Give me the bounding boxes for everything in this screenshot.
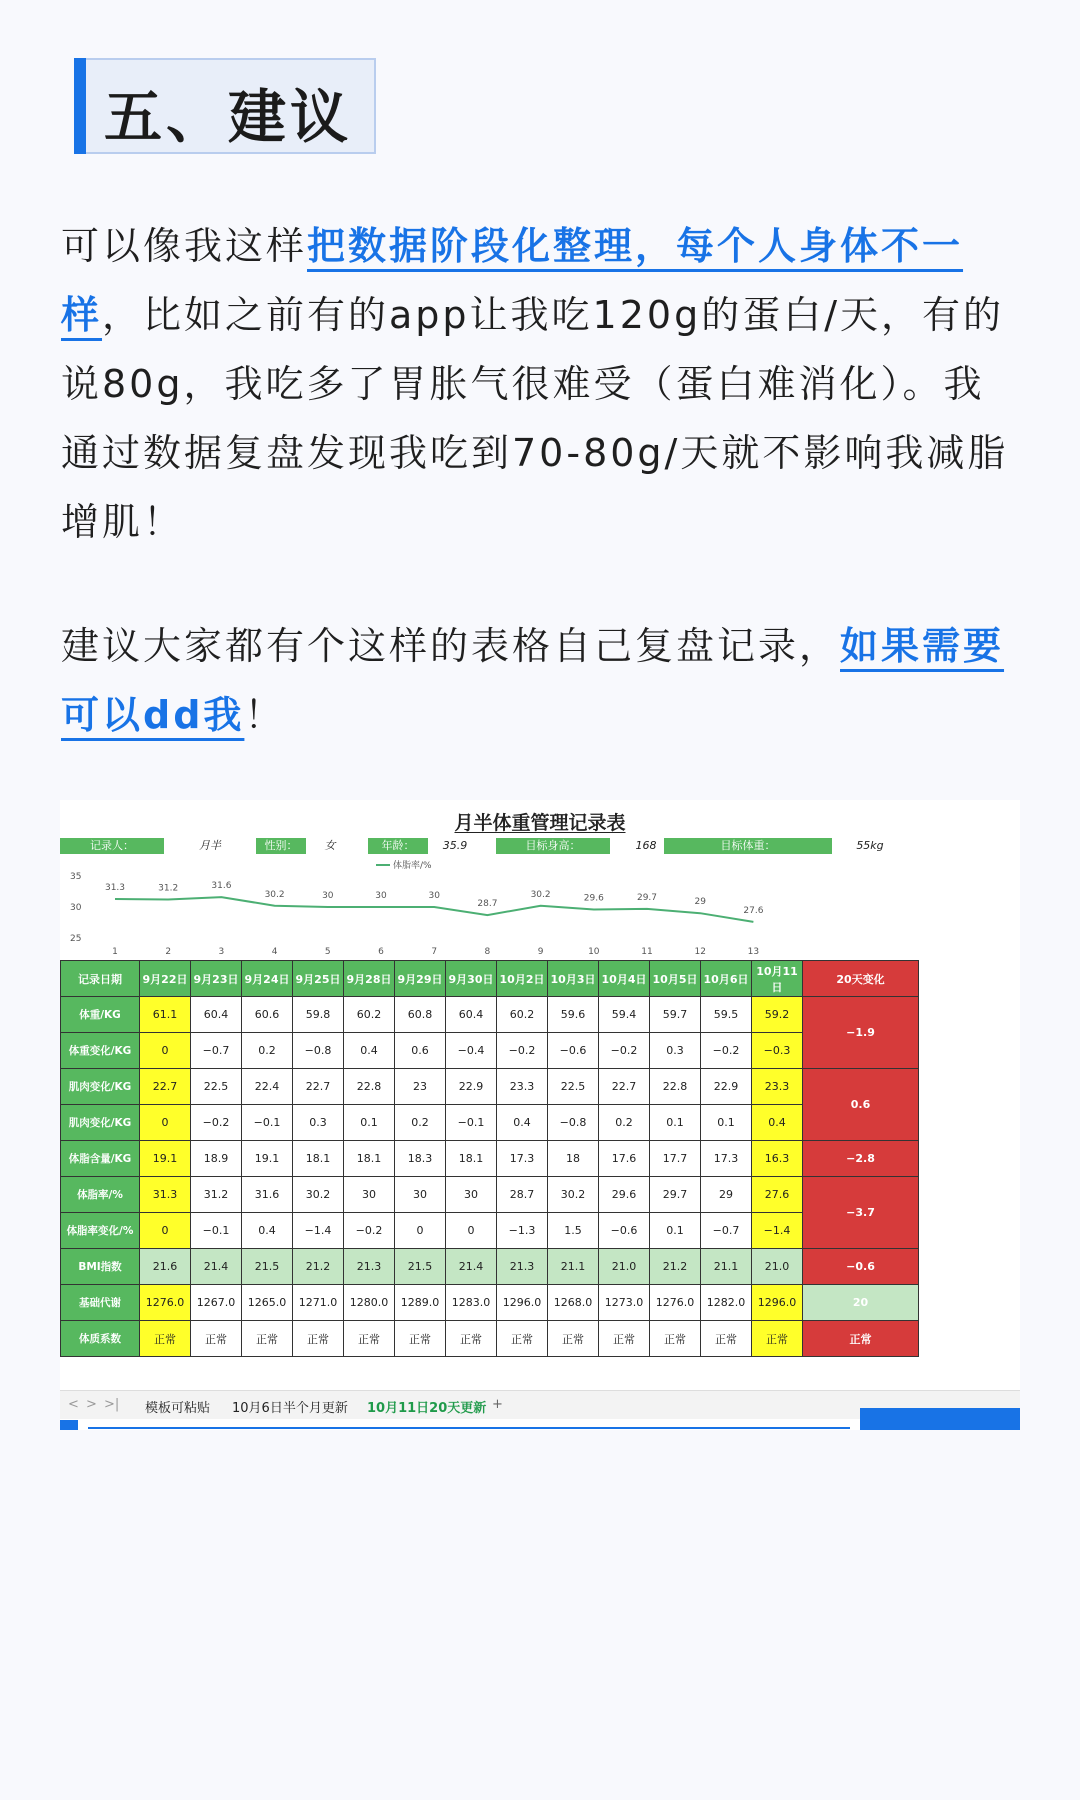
header-date: 10月4日 (599, 961, 650, 997)
data-label: 30 (375, 891, 387, 901)
table-cell: 22.7 (599, 1069, 650, 1105)
header-date: 9月29日 (395, 961, 446, 997)
table-cell: 正常 (140, 1321, 191, 1357)
table-row (61, 1285, 919, 1321)
table-cell: 18.9 (191, 1141, 242, 1177)
table-cell: 正常 (701, 1321, 752, 1357)
x-tick-label: 3 (218, 947, 225, 957)
table-cell: 21.5 (395, 1249, 446, 1285)
header-date: 9月25日 (293, 961, 344, 997)
header-date: 10月5日 (650, 961, 701, 997)
table-cell: 23.3 (752, 1069, 803, 1105)
table-cell: 0.1 (650, 1213, 701, 1249)
x-tick-label: 1 (112, 947, 118, 957)
table-cell: 18.1 (446, 1141, 497, 1177)
table-cell: 0.1 (344, 1105, 395, 1141)
table-cell: 0.2 (242, 1033, 293, 1069)
table-cell: 1280.0 (344, 1285, 395, 1321)
change-cell: 20 (803, 1285, 919, 1321)
table-cell: 正常 (599, 1321, 650, 1357)
x-tick-label: 7 (431, 947, 438, 957)
info-label-age: 年龄： (368, 838, 428, 854)
table-cell: 0 (140, 1033, 191, 1069)
table-cell: 正常 (650, 1321, 701, 1357)
table-cell: 0 (395, 1213, 446, 1249)
table-row (61, 1321, 919, 1357)
x-tick-label: 8 (484, 947, 491, 957)
table-cell: 1271.0 (293, 1285, 344, 1321)
table-row (61, 1177, 919, 1213)
table-cell: 1276.0 (140, 1285, 191, 1321)
table-cell: −1.4 (752, 1213, 803, 1249)
scroll-indicator-left (60, 1420, 78, 1430)
table-cell: −0.1 (446, 1105, 497, 1141)
table-cell: 21.3 (344, 1249, 395, 1285)
data-label: 31.2 (158, 883, 179, 894)
header-date: 9月22日 (140, 961, 191, 997)
table-cell: 0.3 (293, 1105, 344, 1141)
x-tick-label: 6 (378, 947, 384, 957)
table-cell: 59.5 (701, 997, 752, 1033)
table-cell: −0.8 (548, 1105, 599, 1141)
table-cell: 16.3 (752, 1141, 803, 1177)
table-row (61, 997, 919, 1033)
table-row (61, 1069, 919, 1105)
data-label: 28.7 (477, 899, 498, 910)
table-cell: 29.7 (650, 1177, 701, 1213)
table-cell: −1.4 (293, 1213, 344, 1249)
table-cell: 0.4 (344, 1033, 395, 1069)
header-date: 9月28日 (344, 961, 395, 997)
table-cell: 21.4 (191, 1249, 242, 1285)
table-cell: 1282.0 (701, 1285, 752, 1321)
table-cell: −0.8 (293, 1033, 344, 1069)
row-label: 体质系数 (61, 1321, 140, 1357)
table-cell: 18 (548, 1141, 599, 1177)
data-label: 30 (322, 891, 334, 901)
section-title-text: 五、建议 (104, 83, 353, 151)
table-cell: 23 (395, 1069, 446, 1105)
table-cell: 31.3 (140, 1177, 191, 1213)
table-cell: 正常 (446, 1321, 497, 1357)
change-cell: −2.8 (803, 1141, 919, 1177)
table-cell: 22.8 (650, 1069, 701, 1105)
table-cell: 0.4 (497, 1105, 548, 1141)
header-date: 9月24日 (242, 961, 293, 997)
table-cell: 30 (446, 1177, 497, 1213)
header-date: 10月6日 (701, 961, 752, 997)
table-cell: 1283.0 (446, 1285, 497, 1321)
table-header-row (61, 961, 919, 997)
table-cell: 60.2 (497, 997, 548, 1033)
scroll-indicator-right (860, 1408, 1020, 1430)
row-label: 体脂含量/KG (61, 1141, 140, 1177)
table-cell: 正常 (548, 1321, 599, 1357)
x-tick-label: 4 (271, 947, 278, 957)
spreadsheet-screenshot (60, 800, 1020, 1430)
table-cell: 1296.0 (497, 1285, 548, 1321)
table-cell: 0.2 (599, 1105, 650, 1141)
info-label-gender: 性别： (256, 838, 306, 854)
x-tick-label: 13 (747, 947, 760, 957)
paragraph-1-text-b: ，比如之前有的app让我吃120g的蛋白/天，有的说80g，我吃多了胃胀气很难受（蛋白难消化）。我通过数据复盘发现我吃到70-80g/天就不影响我减脂增肌！ (61, 293, 1009, 544)
table-cell: 1276.0 (650, 1285, 701, 1321)
scroll-track (88, 1427, 850, 1429)
change-cell: −3.7 (803, 1177, 919, 1249)
tab-oct6[interactable]: 10月6日半个月更新 (232, 1401, 348, 1416)
tab-nav-prev[interactable]: < (68, 1397, 79, 1412)
y-tick-label: 25 (70, 934, 82, 944)
table-cell: −0.2 (599, 1033, 650, 1069)
change-cell: 正常 (803, 1321, 919, 1357)
table-cell: 17.7 (650, 1141, 701, 1177)
table-cell: 正常 (191, 1321, 242, 1357)
header-date-label: 记录日期 (61, 961, 140, 997)
table-cell: 28.7 (497, 1177, 548, 1213)
table-cell: 正常 (497, 1321, 548, 1357)
table-cell: 0.2 (395, 1105, 446, 1141)
table-cell: 18.1 (293, 1141, 344, 1177)
info-value-target-weight: 55kg (856, 839, 884, 852)
data-label: 29.6 (583, 893, 604, 904)
table-cell: 31.6 (242, 1177, 293, 1213)
table-cell: 59.6 (548, 997, 599, 1033)
paragraph-1-text-a: 可以像我这样 (61, 224, 308, 268)
x-tick-label: 5 (324, 947, 331, 957)
table-cell: 60.6 (242, 997, 293, 1033)
table-cell: 17.3 (497, 1141, 548, 1177)
paragraph-2 (61, 612, 1021, 750)
info-label-recorder: 记录人： (60, 838, 164, 854)
row-label: 体脂率变化/% (61, 1213, 140, 1249)
table-cell: −0.2 (497, 1033, 548, 1069)
table-cell: 0.4 (752, 1105, 803, 1141)
table-row (61, 1141, 919, 1177)
table-cell: 17.6 (599, 1141, 650, 1177)
table-cell: 59.7 (650, 997, 701, 1033)
table-cell: −0.7 (191, 1033, 242, 1069)
data-label: 30.2 (530, 889, 551, 900)
table-cell: 1273.0 (599, 1285, 650, 1321)
contact-link[interactable]: 如果需要可以dd我 (61, 624, 1005, 737)
y-tick-label: 30 (70, 903, 82, 913)
table-cell: 22.7 (293, 1069, 344, 1105)
table-cell: 27.6 (752, 1177, 803, 1213)
table-cell: 21.4 (446, 1249, 497, 1285)
data-label: 31.6 (211, 881, 232, 892)
table-cell: 21.6 (140, 1249, 191, 1285)
table-cell: 29 (701, 1177, 752, 1213)
change-cell: −1.9 (803, 997, 919, 1069)
change-cell: 0.6 (803, 1069, 919, 1141)
header-20day-change: 20天变化 (803, 961, 919, 997)
table-cell: −1.3 (497, 1213, 548, 1249)
table-cell: −0.1 (242, 1105, 293, 1141)
table-cell: −0.2 (344, 1213, 395, 1249)
table-cell: −0.2 (191, 1105, 242, 1141)
table-cell: 21.3 (497, 1249, 548, 1285)
header-date: 10月11日 (752, 961, 803, 997)
data-label: 30 (428, 891, 440, 901)
header-date: 10月2日 (497, 961, 548, 997)
table-cell: 30 (344, 1177, 395, 1213)
table-cell: 21.0 (752, 1249, 803, 1285)
row-label: 体脂率/% (61, 1177, 140, 1213)
header-date: 9月30日 (446, 961, 497, 997)
table-cell: 18.3 (395, 1141, 446, 1177)
tab-template[interactable]: 模板可粘贴 (145, 1401, 211, 1416)
info-value-height: 168 (635, 839, 657, 852)
table-cell: 21.1 (548, 1249, 599, 1285)
table-cell: 60.8 (395, 997, 446, 1033)
data-label: 27.6 (743, 905, 764, 916)
table-cell: −0.4 (446, 1033, 497, 1069)
info-value-age: 35.9 (442, 839, 468, 852)
table-cell: 22.5 (548, 1069, 599, 1105)
table-cell: 21.0 (599, 1249, 650, 1285)
table-cell: 0 (446, 1213, 497, 1249)
tab-nav-next[interactable]: > (86, 1397, 97, 1412)
table-row (61, 1105, 919, 1141)
table-cell: 31.2 (191, 1177, 242, 1213)
table-cell: 22.7 (140, 1069, 191, 1105)
info-label-target-weight: 目标体重： (664, 838, 832, 854)
table-cell: 1296.0 (752, 1285, 803, 1321)
table-cell: 0.1 (650, 1105, 701, 1141)
table-cell: 22.8 (344, 1069, 395, 1105)
table-cell: 1.5 (548, 1213, 599, 1249)
table-cell: 60.4 (191, 997, 242, 1033)
data-label: 30.2 (264, 889, 285, 900)
table-cell: 19.1 (242, 1141, 293, 1177)
table-cell: 0.4 (242, 1213, 293, 1249)
data-label: 29.7 (636, 892, 658, 903)
title-accent-bar (74, 58, 86, 154)
row-label: 基础代谢 (61, 1285, 140, 1321)
x-tick-label: 12 (694, 947, 706, 957)
table-cell: 22.5 (191, 1069, 242, 1105)
row-label: 体重/KG (61, 997, 140, 1033)
change-cell: −0.6 (803, 1249, 919, 1285)
table-cell: 30 (395, 1177, 446, 1213)
section-title (74, 58, 376, 154)
header-date: 9月23日 (191, 961, 242, 997)
table-cell: 59.4 (599, 997, 650, 1033)
x-tick-label: 9 (537, 947, 544, 957)
data-table (60, 960, 919, 1357)
table-cell: 29.6 (599, 1177, 650, 1213)
row-label: BMI指数 (61, 1249, 140, 1285)
table-cell: 1265.0 (242, 1285, 293, 1321)
table-cell: −0.2 (701, 1033, 752, 1069)
tab-oct11[interactable]: 10月11日20天更新 (367, 1401, 487, 1416)
table-cell: 正常 (752, 1321, 803, 1357)
add-sheet-button[interactable]: + (492, 1397, 503, 1412)
table-cell: 30.2 (548, 1177, 599, 1213)
table-cell: −0.6 (548, 1033, 599, 1069)
table-cell: 59.8 (293, 997, 344, 1033)
sheet-title: 月半体重管理记录表 (454, 812, 626, 834)
table-cell: 0.1 (701, 1105, 752, 1141)
table-cell: 正常 (242, 1321, 293, 1357)
row-label: 肌肉变化/KG (61, 1105, 140, 1141)
table-row (61, 1213, 919, 1249)
info-value-gender: 女 (324, 839, 336, 852)
table-cell: 21.2 (293, 1249, 344, 1285)
table-cell: −0.3 (752, 1033, 803, 1069)
table-cell: −0.6 (599, 1213, 650, 1249)
table-cell: 23.3 (497, 1069, 548, 1105)
x-tick-label: 2 (165, 947, 172, 957)
table-cell: 60.4 (446, 997, 497, 1033)
header-date: 10月3日 (548, 961, 599, 997)
table-cell: 正常 (293, 1321, 344, 1357)
table-cell: 17.3 (701, 1141, 752, 1177)
tab-nav-last[interactable]: >| (104, 1397, 120, 1412)
table-cell: 30.2 (293, 1177, 344, 1213)
x-tick-label: 11 (641, 947, 653, 957)
table-cell: 59.2 (752, 997, 803, 1033)
table-cell: 21.1 (701, 1249, 752, 1285)
table-cell: 1289.0 (395, 1285, 446, 1321)
table-row (61, 1033, 919, 1069)
table-cell: 1267.0 (191, 1285, 242, 1321)
table-cell: 18.1 (344, 1141, 395, 1177)
table-cell: 0.3 (650, 1033, 701, 1069)
table-cell: 22.9 (446, 1069, 497, 1105)
table-cell: 22.4 (242, 1069, 293, 1105)
x-tick-label: 10 (588, 947, 600, 957)
paragraph-1 (61, 212, 1021, 557)
table-cell: 21.5 (242, 1249, 293, 1285)
table-cell: −0.7 (701, 1213, 752, 1249)
paragraph-2-text-a: 建议大家都有个这样的表格自己复盘记录， (61, 624, 841, 668)
table-cell: 0.6 (395, 1033, 446, 1069)
table-cell: 正常 (344, 1321, 395, 1357)
paragraph-2-text-b: ！ (244, 693, 286, 737)
body-fat-line-chart (60, 858, 890, 958)
table-row (61, 1249, 919, 1285)
data-label: 31.3 (104, 882, 126, 893)
table-cell: 0 (140, 1105, 191, 1141)
row-label: 体重变化/KG (61, 1033, 140, 1069)
legend-label: 体脂率/% (393, 861, 432, 871)
info-label-height: 目标身高： (496, 838, 610, 854)
table-cell: 21.2 (650, 1249, 701, 1285)
table-cell: 正常 (395, 1321, 446, 1357)
row-label: 肌肉变化/KG (61, 1069, 140, 1105)
table-cell: 0 (140, 1213, 191, 1249)
table-cell: 60.2 (344, 997, 395, 1033)
data-label: 29 (694, 897, 706, 908)
table-cell: −0.1 (191, 1213, 242, 1249)
table-cell: 22.9 (701, 1069, 752, 1105)
table-cell: 61.1 (140, 997, 191, 1033)
table-cell: 19.1 (140, 1141, 191, 1177)
y-tick-label: 35 (70, 872, 82, 882)
paragraph-1-highlight: 把数据阶段化整理，每个人身体不一样 (61, 224, 964, 337)
table-cell: 1268.0 (548, 1285, 599, 1321)
info-value-recorder: 月半 (199, 839, 221, 852)
